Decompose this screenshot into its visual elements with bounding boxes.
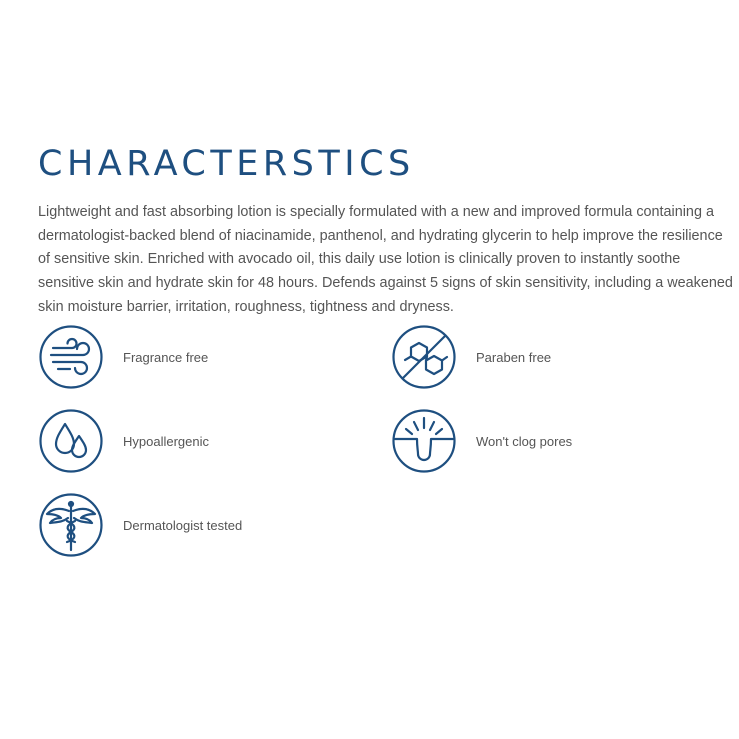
product-description: Lightweight and fast absorbing lotion is specially formulated with a new and improved formula containing a dermatologist-backed blend of niacinamide, panthenol, and hydrating glycerin to help improve the resilience of sensitive skin. Enriched with avocado oil, this daily use lotion is clinically proven to instantly soothe sensitive skin and hydrate skin for 48 hours. Defends against 5 signs of skin sensitivity, including a weakened skin moisture barrier, irritation, roughness, tightness and dryness. bbox=[38, 204, 733, 315]
feature-label: Fragrance free bbox=[123, 349, 209, 365]
wind-icon bbox=[39, 325, 103, 389]
feature-dermatologist-tested bbox=[39, 493, 242, 557]
section-title: CHARACTERSTICS bbox=[38, 144, 415, 184]
feature-fragrance-free bbox=[39, 325, 208, 389]
feature-label: Dermatologist tested bbox=[123, 517, 243, 533]
feature-hypoallergenic bbox=[39, 409, 209, 473]
pore-icon bbox=[392, 409, 456, 473]
no-molecule-icon bbox=[392, 325, 456, 389]
feature-label: Won't clog pores bbox=[476, 433, 573, 449]
feature-label: Hypoallergenic bbox=[123, 433, 209, 449]
droplets-icon bbox=[39, 409, 103, 473]
caduceus-icon bbox=[39, 493, 103, 557]
feature-paraben-free bbox=[392, 325, 551, 389]
feature-wont-clog-pores bbox=[392, 409, 572, 473]
feature-label: Paraben free bbox=[476, 349, 552, 365]
